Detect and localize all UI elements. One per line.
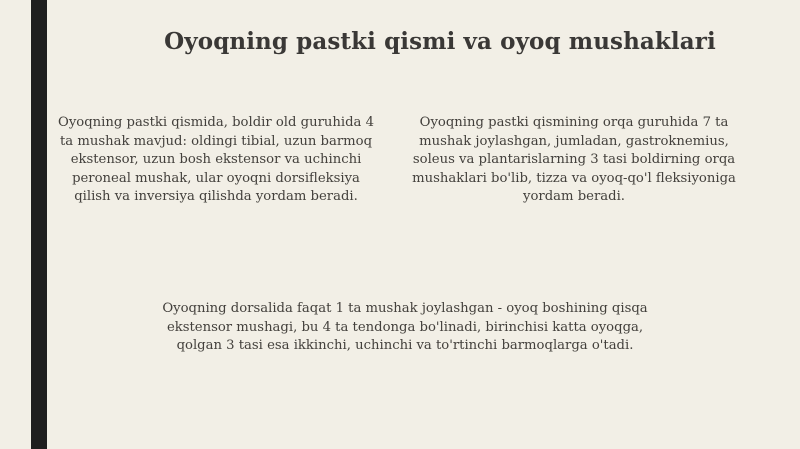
slide-title: Oyoqning pastki qismi va oyoq mushaklari: [164, 28, 716, 55]
left-accent-bar: [31, 0, 47, 449]
paragraph-posterior-muscles: Oyoqning pastki qismining orqa guruhida 7 ta mushak joylashgan, jumladan, gastroknemius, soleus va plantarislarning 3 tasi boldirning orqa mushaklari bo'lib, tizza va oyoq-qo'l fleksiyoniga yordam beradi.: [412, 115, 736, 204]
paragraph-anterior-muscles: Oyoqning pastki qismida, boldir old guruhida 4 ta mushak mavjud: oldingi tibial, uzun barmoq ekstensor, uzun bosh ekstensor va uchinchi peroneal mushak, ular oyoqni dorsifleksiya qilish va inversiya qilishda yordam beradi.: [58, 115, 374, 204]
paragraph-dorsal-muscles: Oyoqning dorsalida faqat 1 ta mushak joylashgan - oyoq boshining qisqa ekstensor mushagi, bu 4 ta tendonga bo'linadi, birinchisi katta oyoqga, qolgan 3 tasi esa ikkinchi, uchinchi va to'rtinchi barmoqlarga o'tadi.: [162, 301, 648, 353]
